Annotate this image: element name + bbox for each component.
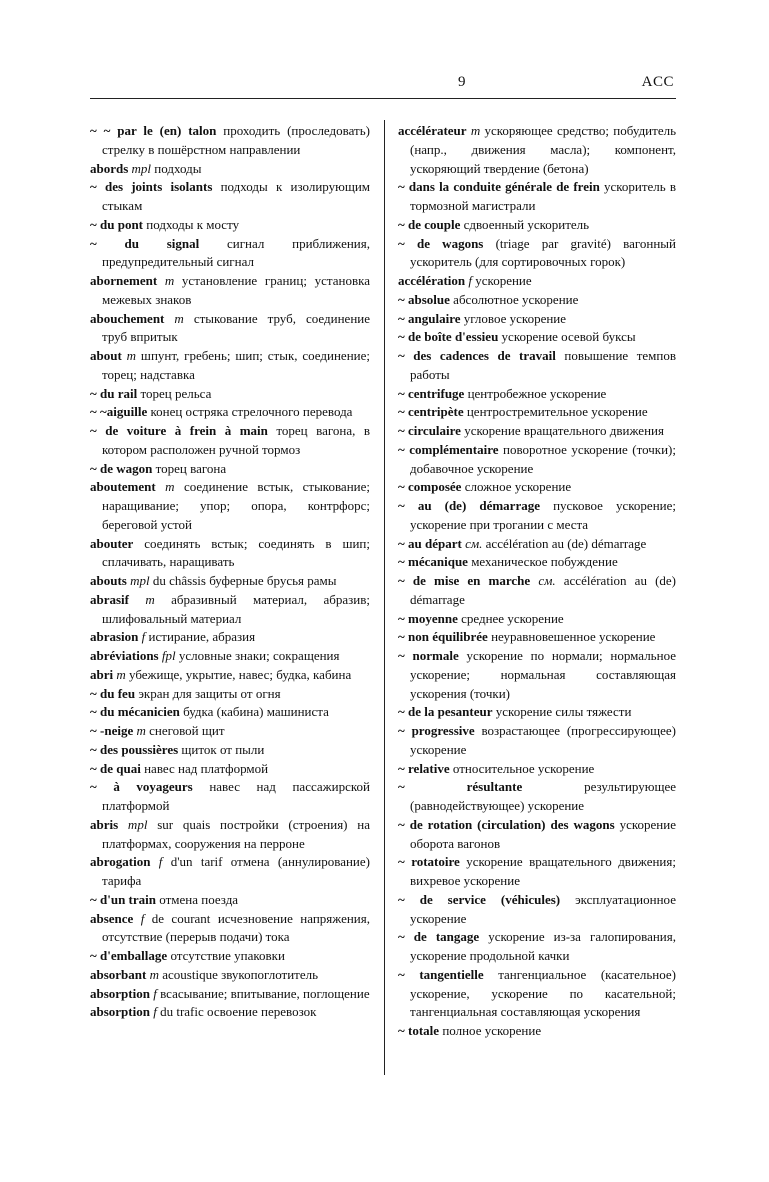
dictionary-entry <box>90 666 370 685</box>
dictionary-entry <box>90 272 370 310</box>
dictionary-entry <box>90 647 370 666</box>
entry-headword: ~ composée <box>398 479 462 495</box>
entry-headword: ~ d'emballage <box>90 948 168 963</box>
dictionary-entry <box>90 422 370 460</box>
entry-translation: сигнал приближения, предупредительный сигнал <box>102 235 370 270</box>
column-divider <box>384 120 385 1075</box>
entry-headword: accélérateur <box>398 123 467 138</box>
dictionary-entry <box>398 403 676 422</box>
dictionary-entry <box>398 178 676 216</box>
dictionary-entry <box>90 853 370 891</box>
entry-translation: пусковое ускорение; ускорение при трогании с места <box>410 498 676 532</box>
dictionary-entry <box>398 422 676 441</box>
entry-translation: неуравновешенное ускорение <box>487 629 656 645</box>
entry-translation: полное ускорение <box>439 1023 542 1038</box>
entry-grammar: m <box>133 723 146 738</box>
entry-headword: absence <box>90 910 134 926</box>
dictionary-entry <box>90 216 370 235</box>
entry-grammar: m <box>155 479 175 495</box>
right-column <box>398 122 676 1041</box>
entry-translation: du châssis буферные брусья рамы <box>149 573 337 588</box>
dictionary-entry <box>90 722 370 741</box>
dictionary-entry <box>398 216 676 235</box>
dictionary-entry <box>398 610 676 629</box>
entry-grammar: fpl <box>158 648 176 663</box>
entry-grammar: m <box>164 310 184 326</box>
entry-grammar: m <box>121 348 137 363</box>
entry-headword: ~ du pont <box>90 216 144 232</box>
entry-headword: ~ à voyageurs <box>90 779 193 795</box>
dictionary-entry <box>90 1003 370 1022</box>
entry-headword: ~ des poussières <box>90 741 179 757</box>
entry-headword: abri <box>90 666 114 682</box>
entry-headword: ~ au (de) démarrage <box>398 498 540 513</box>
entry-headword: ~ résultante <box>398 779 523 795</box>
section-code: ACC <box>641 74 674 90</box>
entry-translation: accélération au (de) démarrage <box>482 535 647 551</box>
dictionary-entry <box>398 647 676 703</box>
page-number: 9 <box>458 74 466 90</box>
entry-headword: ~ centripète <box>398 404 464 420</box>
entry-grammar: f <box>149 985 157 1001</box>
entry-headword: ~ rotatoire <box>398 854 460 870</box>
entry-headword: abrogation <box>90 854 151 870</box>
entry-translation: d'un tarif отмена (аннулирование) тарифа <box>102 854 370 888</box>
entry-headword: ~ angulaire <box>398 310 461 326</box>
entry-headword: abouter <box>90 535 134 551</box>
entry-grammar: mpl <box>118 816 148 832</box>
dictionary-entry <box>398 966 676 1022</box>
entry-grammar: m <box>113 666 126 682</box>
dictionary-entry <box>398 928 676 966</box>
entry-grammar: f <box>150 854 163 870</box>
entry-translation: de courant исчезновение напряжения, отсутствие (перерыв подачи) тока <box>102 910 370 945</box>
left-column <box>90 122 370 1022</box>
entry-translation: истирание, абразия <box>145 629 256 645</box>
entry-translation: эксплуатационное ускорение <box>410 891 676 926</box>
entry-headword: ~ de quai <box>90 760 141 776</box>
entry-grammar: m <box>466 123 481 138</box>
entry-grammar: mpl <box>126 573 150 588</box>
dictionary-entry <box>398 760 676 779</box>
dictionary-entry <box>398 328 676 347</box>
dictionary-entry <box>90 460 370 479</box>
entry-translation: центробежное ускорение <box>464 385 607 401</box>
entry-headword: absorption <box>90 1004 150 1020</box>
entry-grammar: mpl <box>128 160 152 176</box>
entry-translation: ускорение <box>472 273 532 288</box>
entry-translation: проходить (проследовать) стрелку в пошёрстном направлении <box>102 123 370 157</box>
entry-translation: поворотное ускорение (точки); добавочное ускорение <box>410 441 676 476</box>
dictionary-entry <box>90 703 370 722</box>
dictionary-entry <box>398 1022 676 1041</box>
entry-grammar: f <box>149 1004 157 1020</box>
dictionary-entry <box>398 535 676 554</box>
dictionary-entry <box>90 628 370 647</box>
entry-headword: ~ centrifuge <box>398 385 465 401</box>
entry-headword: ~ de voiture à frein à main <box>90 423 268 438</box>
entry-translation: возрастающее (прогрессирующее) ускорение <box>410 723 676 757</box>
entry-translation: убежище, укрытие, навес; будка, кабина <box>125 666 352 682</box>
dictionary-entry <box>90 347 370 385</box>
entry-headword: ~ progressive <box>398 723 475 738</box>
entry-translation: среднее ускорение <box>457 610 564 626</box>
dictionary-entry <box>90 816 370 854</box>
entry-headword: ~ du rail <box>90 385 138 401</box>
dictionary-entry <box>90 778 370 816</box>
dictionary-entry <box>398 497 676 535</box>
entry-grammar: m <box>157 273 175 288</box>
dictionary-entry <box>398 553 676 572</box>
entry-headword: ~ de tangage <box>398 929 480 945</box>
dictionary-entry <box>398 703 676 722</box>
dictionary-entry <box>90 235 370 273</box>
entry-translation: ускорение вращательного движения; вихревое ускорение <box>410 854 676 888</box>
dictionary-entry <box>398 347 676 385</box>
entry-translation: соединять встык; соединять в шип; сплачивать, наращивать <box>102 535 370 570</box>
dictionary-entry <box>90 310 370 348</box>
entry-translation: условные знаки; сокращения <box>175 648 340 663</box>
entry-headword: ~ du mécanicien <box>90 704 180 720</box>
entry-headword: abouchement <box>90 310 165 326</box>
entry-translation: центростремительное ускорение <box>463 404 648 420</box>
entry-translation: установление границ; установка межевых знаков <box>102 273 370 307</box>
entry-headword: abrasion <box>90 629 139 645</box>
entry-headword: ~ de rotation (circulation) des wagons <box>398 816 615 832</box>
entry-headword: ~ des cadences de travail <box>398 348 556 363</box>
dictionary-entry <box>90 947 370 966</box>
entry-translation: отсутствие упаковки <box>167 948 285 963</box>
entry-grammar: m <box>129 591 155 607</box>
entry-headword: ~ au départ <box>398 535 462 551</box>
dictionary-entry <box>398 235 676 273</box>
entry-headword: ~ de boîte d'essieu <box>398 329 499 345</box>
entry-headword: abornement <box>90 273 158 288</box>
dictionary-entry <box>90 403 370 422</box>
entry-translation: навес над платформой <box>140 760 269 776</box>
entry-translation: экран для защиты от огня <box>135 685 281 701</box>
entry-translation: sur quais постройки (строения) на платформах, сооружения на перроне <box>102 816 370 851</box>
dictionary-entry <box>90 122 370 160</box>
dictionary-entry <box>398 891 676 929</box>
dictionary-entry <box>90 891 370 910</box>
entry-translation: абсолютное ускорение <box>449 291 579 307</box>
entry-headword: aboutement <box>90 479 156 495</box>
dictionary-entry <box>398 478 676 497</box>
entry-translation: ускорение оборота вагонов <box>410 816 676 851</box>
entry-headword: ~ -neige <box>90 723 134 738</box>
entry-headword: ~ mécanique <box>398 554 468 570</box>
entry-translation: ускоряющее средство; побудитель (напр., движения масла); компонент, ускоряющий твердение (бетона) <box>410 123 677 176</box>
entry-translation: подходы к изолирующим стыкам <box>102 179 371 213</box>
entry-headword: accélération <box>398 273 466 288</box>
page-header <box>90 70 676 99</box>
entry-translation: стыкование труб, соединение труб впритык <box>102 310 371 345</box>
entry-headword: ~ du signal <box>90 235 200 251</box>
dictionary-entry <box>90 178 370 216</box>
entry-headword: ~ de couple <box>398 216 461 232</box>
entry-translation: снеговой щит <box>145 723 225 738</box>
entry-headword: absorption <box>90 985 150 1001</box>
entry-translation: отмена поезда <box>156 891 239 907</box>
dictionary-entry <box>90 535 370 573</box>
entry-translation: торец вагона, в котором расположен ручной тормоз <box>102 423 370 457</box>
entry-headword: abouts <box>90 573 127 588</box>
entry-translation: соединение встык, стыкование; наращивание; упор; опора, контрфорс; береговой устой <box>102 479 370 532</box>
dictionary-entry <box>398 816 676 854</box>
entry-headword: about <box>90 348 122 363</box>
entry-headword: abris <box>90 816 119 832</box>
entry-headword: ~ d'un train <box>90 891 157 907</box>
entry-translation: ускорение силы тяжести <box>492 704 632 720</box>
entry-translation: торец рельса <box>137 385 212 401</box>
entry-translation: ускорение из-за галопирования, ускорение продольной качки <box>410 929 676 963</box>
dictionary-entry <box>90 572 370 591</box>
entry-translation: торец вагона <box>152 460 227 476</box>
entry-headword: abords <box>90 160 129 176</box>
entry-headword: ~ totale <box>398 1023 440 1038</box>
dictionary-entry <box>90 985 370 1004</box>
dictionary-entry <box>398 572 676 610</box>
entry-headword: abrasif <box>90 591 129 607</box>
entry-headword: ~ de wagons <box>398 235 484 251</box>
entry-headword: ~ ~ par le (en) talon <box>90 123 217 138</box>
entry-translation: ускорение осевой буксы <box>498 329 636 345</box>
entry-translation: будка (кабина) машиниста <box>179 704 329 720</box>
entry-translation: ускорение по нормали; нормальное ускорение; нормальная составляющая ускорения (точки) <box>410 648 676 701</box>
entry-headword: ~ dans la conduite générale de frein <box>398 179 600 195</box>
entry-translation: acoustique звукопоглотитель <box>159 966 319 982</box>
entry-translation: щиток от пыли <box>178 741 265 757</box>
dictionary-entry <box>90 591 370 629</box>
dictionary-entry <box>90 160 370 179</box>
entry-translation: подходы к мосту <box>143 216 240 232</box>
entry-translation: (triage par gravité) вагонный ускоритель (для сортировочных горок) <box>410 235 676 270</box>
entry-headword: ~ moyenne <box>398 610 458 626</box>
dictionary-entry <box>398 778 676 816</box>
entry-headword: ~ absolue <box>398 291 450 307</box>
dictionary-entry <box>90 760 370 779</box>
entry-grammar: f <box>133 910 145 926</box>
entry-translation: сдвоенный ускоритель <box>460 216 590 232</box>
entry-grammar: f <box>465 273 473 288</box>
entry-translation: accélération au (de) démarrage <box>410 573 677 607</box>
entry-grammar: f <box>138 629 146 645</box>
entry-headword: ~ de service (véhicules) <box>398 891 561 907</box>
entry-translation: сложное ускорение <box>461 479 572 495</box>
entry-headword: ~ de mise en marche <box>398 573 531 588</box>
entry-translation: тангенциальное (касательное) ускорение, ускорение по касательной; тангенциальная составляющая ускорения <box>410 966 676 1020</box>
entry-translation: угловое ускорение <box>460 310 567 326</box>
dictionary-entry <box>90 966 370 985</box>
entry-translation: конец остряка стрелочного перевода <box>147 404 353 420</box>
dictionary-entry <box>398 722 676 760</box>
entry-headword: absorbant <box>90 966 147 982</box>
entry-headword: ~ complémentaire <box>398 441 499 457</box>
dictionary-entry <box>90 385 370 404</box>
entry-translation: повышение темпов работы <box>410 348 676 382</box>
entry-translation: абразивный материал, абразив; шлифовальный материал <box>102 591 370 626</box>
entry-translation: механическое побуждение <box>467 554 618 570</box>
dictionary-entry <box>398 122 676 178</box>
dictionary-entry <box>398 628 676 647</box>
entry-headword: ~ non équilibrée <box>398 629 488 645</box>
entry-headword: ~ relative <box>398 760 450 776</box>
dictionary-entry <box>398 441 676 479</box>
entry-translation: всасывание; впитывание, поглощение <box>156 985 370 1001</box>
entry-translation: ускоритель в тормозной магистрали <box>410 179 677 213</box>
dictionary-entry <box>90 741 370 760</box>
entry-headword: ~ normale <box>398 648 459 663</box>
dictionary-entry <box>90 478 370 534</box>
entry-translation: результирующее (равнодействующее) ускорение <box>410 779 677 813</box>
entry-headword: ~ de wagon <box>90 460 153 476</box>
entry-headword: abréviations <box>90 648 159 663</box>
entry-headword: ~ du feu <box>90 685 136 701</box>
entry-translation: шпунт, гребень; шип; стык, соединение; торец; надставка <box>102 348 370 382</box>
entry-headword: ~ circulaire <box>398 423 461 438</box>
dictionary-entry <box>398 310 676 329</box>
dictionary-entry <box>398 272 676 291</box>
dictionary-entry <box>90 685 370 704</box>
entry-headword: ~ ~aiguille <box>90 404 148 420</box>
entry-translation: относительное ускорение <box>449 760 595 776</box>
entry-headword: ~ des joints isolants <box>90 179 213 195</box>
dictionary-entry <box>398 385 676 404</box>
dictionary-entry <box>398 853 676 891</box>
entry-headword: ~ tangentielle <box>398 966 484 982</box>
entry-headword: ~ de la pesanteur <box>398 704 493 720</box>
entry-grammar: m <box>146 966 159 982</box>
dictionary-entry <box>90 910 370 948</box>
dictionary-entry <box>398 291 676 310</box>
entry-grammar: см. <box>461 535 483 551</box>
entry-translation: du trafic освоение перевозок <box>156 1004 317 1020</box>
entry-translation: ускорение вращательного движения <box>460 423 664 438</box>
entry-translation: навес над пассажирской платформой <box>102 779 370 813</box>
entry-grammar: см. <box>530 573 556 588</box>
entry-translation: подходы <box>151 160 202 176</box>
